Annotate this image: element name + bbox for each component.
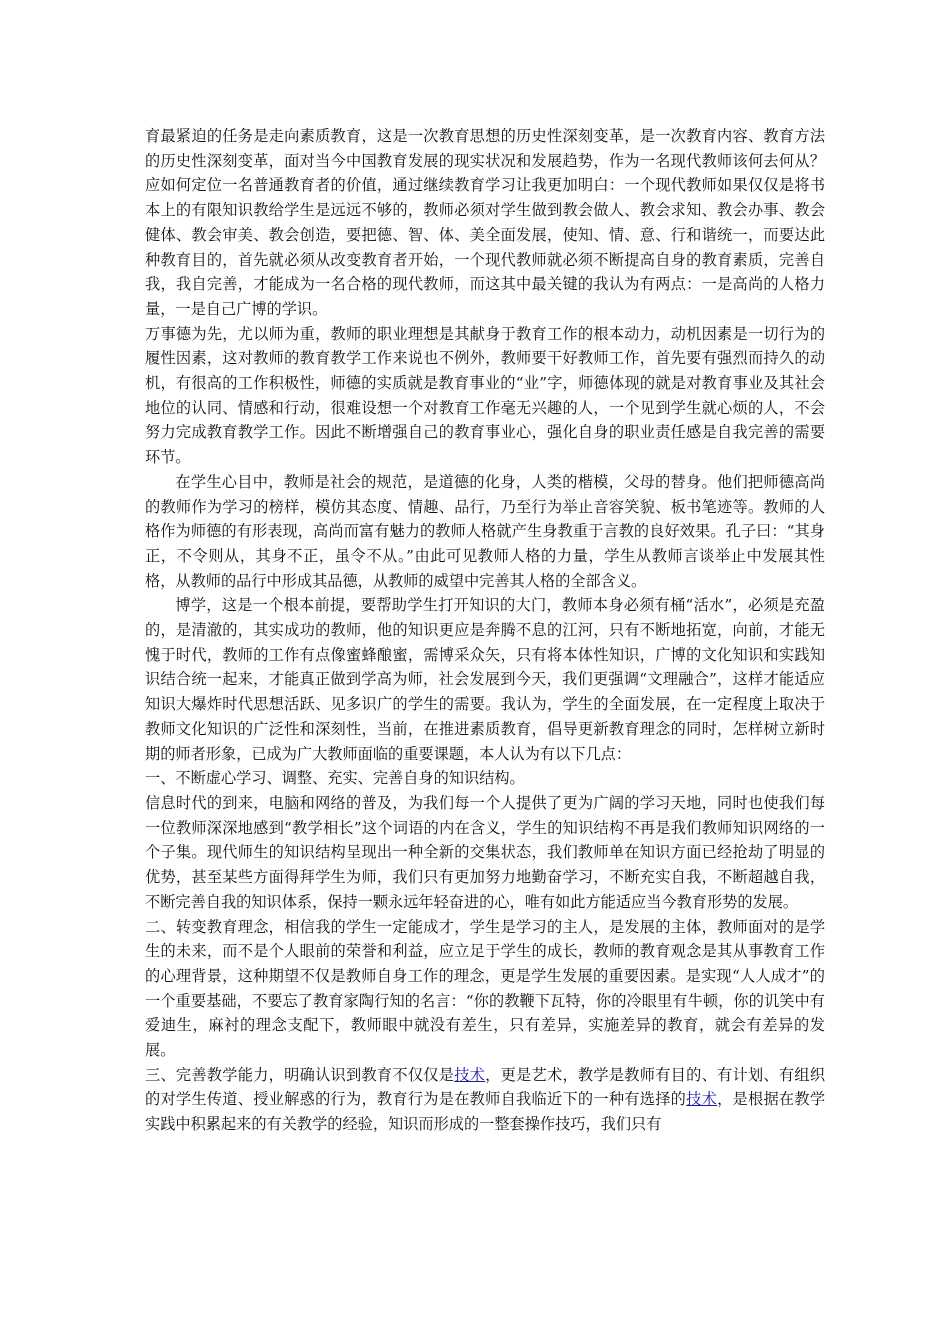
point1-paragraph: 信息时代的到来，电脑和网络的普及，为我们每一个人提供了更为广阔的学习天地，同时也使我们每一位教师深深地感到“教学相长”这个词语的内在含义，学生的知识结构不再是我们教师知识网络的一个子集。现代师生的知识结构呈现出一种全新的交集状态，我们教师单在知识方面已经抢劫了明显的优势，甚至某些方面得拜学生为师，我们只有更加努力地勤奋学习，不断充实自我，不断超越自我，不断完善自我的知识体系，保持一颗永远年轻奋进的心，唯有如此方能适应当今教育形势的发展。 <box>145 793 825 911</box>
document-page <box>145 124 825 1137</box>
point1-heading: 一、不断虚心学习、调整、充实、完善自身的知识结构。 <box>145 769 525 788</box>
technology-link[interactable]: 技术 <box>454 1065 486 1084</box>
point3-paragraph <box>145 1063 825 1137</box>
virtue-paragraph: 万事德为先，尤以师为重，教师的职业理想是其献身于教育工作的根本动力，动机因素是一切行为的履性因素，这对教师的教育教学工作来说也不例外，教师要干好教师工作，首先要有强烈而持久的动机，有很高的工作积极性，师德的实质就是教育事业的“业”字，师德体现的就是对教育事业及其社会地位的认同、情感和行动，很难设想一个对教育工作毫无兴趣的人，一个见到学生就心烦的人，不会努力完成教育教学工作。因此不断增强自己的教育事业心，强化自身的职业责任感是自我完善的需要环节。 <box>145 324 825 467</box>
point3-text-part2: ，更是艺术，教学是教师有目的、有计划、有组织的对学生传道、授业解惑的行为，教育行为是在教师自我临近下的一种有选择的 <box>145 1065 826 1109</box>
point3-text-part3: ，是根据在教学实践中积累起来的有关教学的经验，知识而形成的一整套操作技巧，我们只有 <box>145 1090 826 1134</box>
point2-paragraph: 二、转变教育理念，相信我的学生一定能成才，学生是学习的主人，是发展的主体，教师面对的是学生的未来，而不是个人眼前的荣誉和利益，应立足于学生的成长，教师的教育观念是其从事教育工作的心理背景，这种期望不仅是教师自身工作的理念，更是学生发展的重要因素。是实现“人人成才”的一个重要基础，不要忘了教育家陶行知的名言：“你的教鞭下瓦特，你的冷眼里有牛顿，你的讥笑中有爱迪生，麻衬的理念支配下，教师眼中就没有差生，只有差异，实施差异的教育，就会有差异的发展。 <box>145 917 825 1060</box>
personality-paragraph: 在学生心目中，教师是社会的规范，是道德的化身，人类的楷模，父母的替身。他们把师德高尚的教师作为学习的榜样，模仿其态度、情趣、品行，乃至行为举止音容笑貌、板书笔迹等。教师的人格作为师德的有形表现，高尚而富有魅力的教师人格就产生身教重于言教的良好效果。孔子曰：“其身正，不令则从，其身不正，虽令不从。”由此可见教师人格的力量，学生从教师言谈举止中发展其性格，从教师的品行中形成其品德，从教师的威望中完善其人格的全部含义。 <box>145 472 825 590</box>
technology-link-2[interactable]: 技术 <box>686 1090 718 1109</box>
intro-paragraph: 育最紧迫的任务是走向素质教育，这是一次教育思想的历史性深刻变革，是一次教育内容、教育方法的历史性深刻变革，面对当今中国教育发展的现实状况和发展趋势，作为一名现代教师该何去何从？应如何定位一名普通教育者的价值，通过继续教育学习让我更加明白：一个现代教师如果仅仅是将书本上的有限知识教给学生是远远不够的，教师必须对学生做到教会做人、教会求知、教会办事、教会健体、教会审美、教会创造，要把德、智、体、美全面发展，使知、情、意、行和谐统一，而要达此种教育目的，首先就必须从改变教育者开始，一个现代教师就必须不断提高自身的教育素质，完善自我，我自完善，才能成为一名合格的现代教师，而这其中最关键的我认为有两点：一是高尚的人格力量，一是自己广博的学识。 <box>145 127 825 318</box>
learning-paragraph: 博学，这是一个根本前提，要帮助学生打开知识的大门，教师本身必须有桶“活水”，必须是充盈的，是清澈的，其实成功的教师，他的知识更应是奔腾不息的江河，只有不断地拓宽，向前，才能无愧于时代，教师的工作有点像蜜蜂酿蜜，需博采众矢，只有将本体性知识，广博的文化知识和实践知识结合统一起来，才能真正做到学高为师，社会发展到今天，我们更强调“文理融合”，这样才能适应知识大爆炸时代思想活跃、见多识广的学生的需要。我认为，学生的全面发展，在一定程度上取决于教师文化知识的广泛性和深刻性，当前，在推进素质教育，倡导更新教育理念的同时，怎样树立新时期的师者形象，已成为广大教师面临的重要课题，本人认为有以下几点： <box>145 596 825 763</box>
point3-text-part1: 三、完善教学能力，明确认识到教育不仅仅是 <box>145 1065 455 1084</box>
